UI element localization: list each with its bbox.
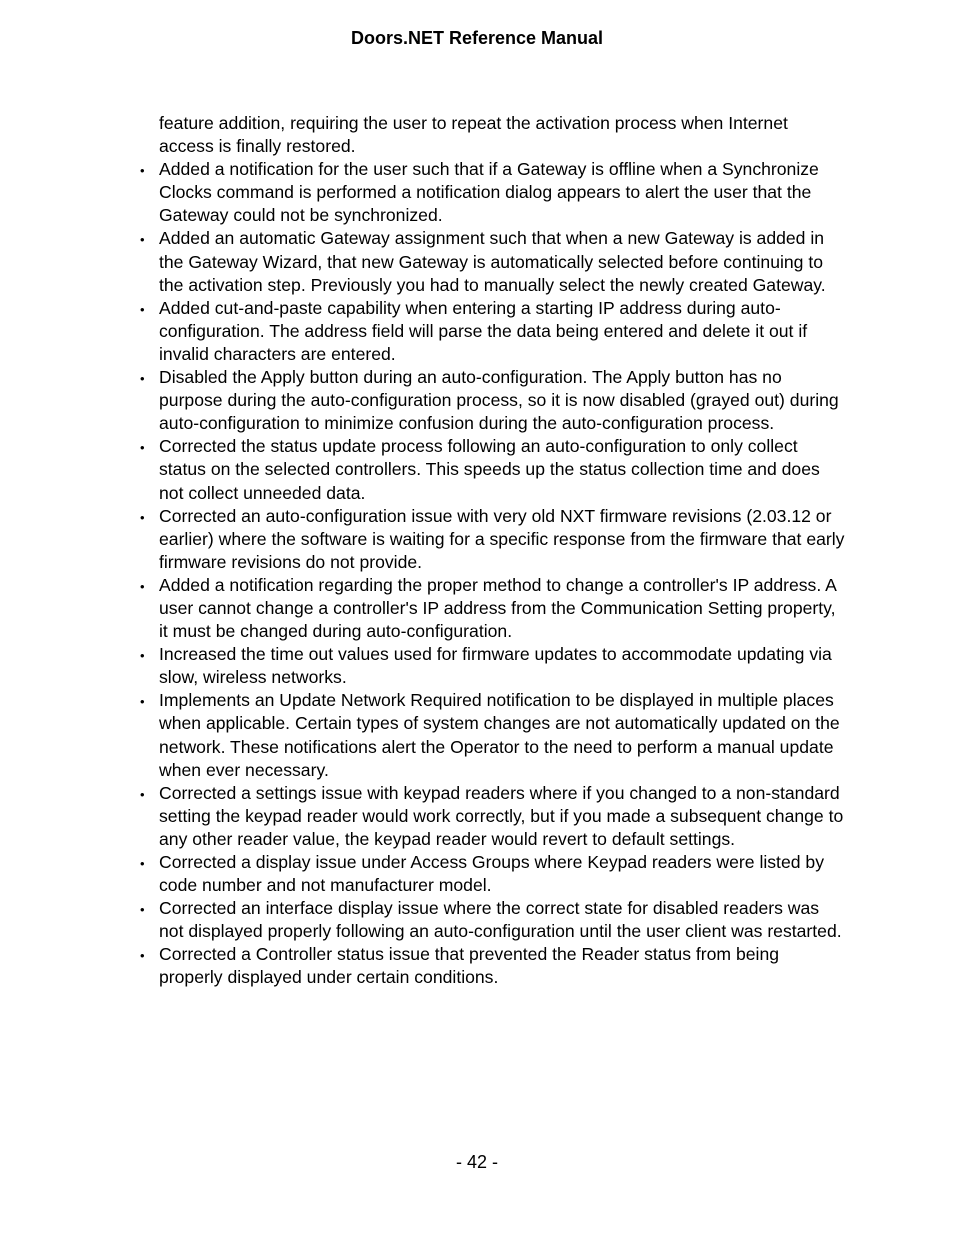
- list-item: • Implements an Update Network Required notification to be displayed in multiple places when applicable. Certain types of system changes are not automatically updated on the network. These notifications alert the Operator to the need to perform a manual update when ever necessary.: [159, 689, 845, 781]
- list-item: • Corrected an interface display issue where the correct state for disabled readers was not displayed properly following an auto-configuration until the user client was restarted.: [159, 897, 845, 943]
- list-item: • Corrected a display issue under Access Groups where Keypad readers were listed by code number and not manufacturer model.: [159, 851, 845, 897]
- list-item: • Corrected a settings issue with keypad readers where if you changed to a non-standard setting the keypad reader would work correctly, but if you made a subsequent change to any other reader value, the keypad reader would revert to default settings.: [159, 782, 845, 851]
- page-content: [159, 112, 845, 990]
- release-notes-list: [159, 158, 845, 989]
- list-item: • Increased the time out values used for firmware updates to accommodate updating via slow, wireless networks.: [159, 643, 845, 689]
- list-item: • Added cut-and-paste capability when entering a starting IP address during auto-configuration. The address field will parse the data being entered and delete it out if invalid characters are entered.: [159, 297, 845, 366]
- list-item: • Added a notification regarding the proper method to change a controller's IP address. A user cannot change a controller's IP address from the Communication Setting property, it must be changed during auto-configuration.: [159, 574, 845, 643]
- continuation-paragraph: feature addition, requiring the user to repeat the activation process when Internet access is finally restored.: [159, 113, 788, 157]
- page-number: - 42 -: [455, 1152, 498, 1172]
- list-item: • Added an automatic Gateway assignment such that when a new Gateway is added in the Gateway Wizard, that new Gateway is automatically selected before continuing to the activation step. Previously you had to manually select the newly created Gateway.: [159, 227, 845, 296]
- list-item: • Corrected the status update process following an auto-configuration to only collect status on the selected controllers. This speeds up the status collection time and does not collect unneeded data.: [159, 435, 845, 504]
- list-item: • Corrected an auto-configuration issue with very old NXT firmware revisions (2.03.12 or earlier) where the software is waiting for a specific response from the firmware that early firmware revisions do not provide.: [159, 505, 845, 574]
- manual-title: Doors.NET Reference Manual: [350, 28, 604, 48]
- page-header: [0, 26, 954, 50]
- list-item: • Corrected a Controller status issue that prevented the Reader status from being properly displayed under certain conditions.: [159, 943, 845, 989]
- list-item: • Disabled the Apply button during an auto-configuration. The Apply button has no purpose during the auto-configuration process, so it is now disabled (grayed out) during auto-configuration to minimize confusion during the auto-configuration process.: [159, 366, 845, 435]
- list-item: • Added a notification for the user such that if a Gateway is offline when a Synchronize Clocks command is performed a notification dialog appears to alert the user that the Gateway could not be synchronized.: [159, 158, 845, 227]
- page-footer: [0, 1150, 954, 1174]
